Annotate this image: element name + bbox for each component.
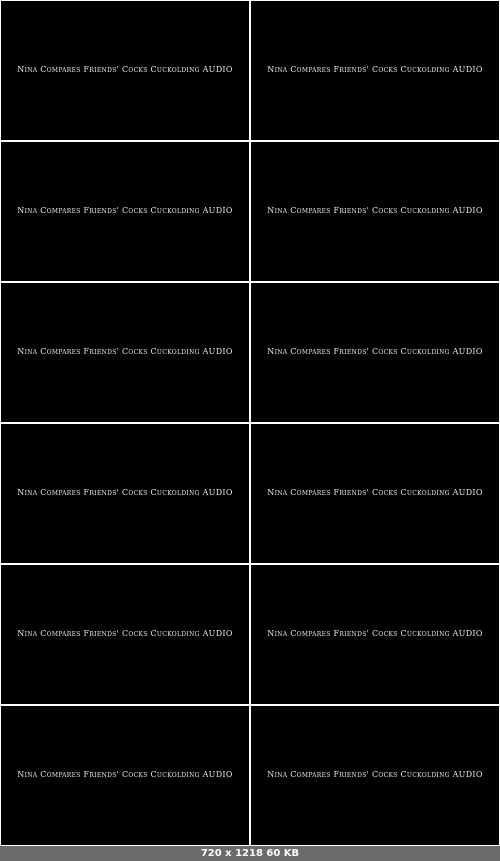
frame-thumbnail[interactable] xyxy=(1,706,249,845)
frame-thumbnail[interactable] xyxy=(251,142,499,281)
frame-caption: Nina Compares Friends' Cocks Cuckolding AUDIO xyxy=(267,65,483,74)
frame-thumbnail[interactable] xyxy=(251,1,499,140)
frame-caption: Nina Compares Friends' Cocks Cuckolding AUDIO xyxy=(17,347,233,356)
frame-caption: Nina Compares Friends' Cocks Cuckolding AUDIO xyxy=(17,488,233,497)
frame-caption: Nina Compares Friends' Cocks Cuckolding AUDIO xyxy=(17,65,233,74)
image-info-bar xyxy=(0,846,500,861)
frame-thumbnail[interactable] xyxy=(251,565,499,704)
frame-thumbnail[interactable] xyxy=(1,142,249,281)
frame-caption: Nina Compares Friends' Cocks Cuckolding AUDIO xyxy=(17,770,233,779)
frame-thumbnail[interactable] xyxy=(1,1,249,140)
frame-thumbnail[interactable] xyxy=(251,424,499,563)
frame-caption: Nina Compares Friends' Cocks Cuckolding AUDIO xyxy=(267,347,483,356)
frame-thumbnail[interactable] xyxy=(1,424,249,563)
frame-thumbnail[interactable] xyxy=(1,283,249,422)
image-info-label: 720 x 1218 60 KB xyxy=(200,848,300,859)
frame-caption: Nina Compares Friends' Cocks Cuckolding AUDIO xyxy=(17,629,233,638)
frame-thumbnail[interactable] xyxy=(1,565,249,704)
frame-caption: Nina Compares Friends' Cocks Cuckolding AUDIO xyxy=(267,206,483,215)
frame-thumbnail[interactable] xyxy=(251,706,499,845)
frame-caption: Nina Compares Friends' Cocks Cuckolding AUDIO xyxy=(267,770,483,779)
frame-caption: Nina Compares Friends' Cocks Cuckolding AUDIO xyxy=(267,488,483,497)
frame-thumbnail[interactable] xyxy=(251,283,499,422)
frame-caption: Nina Compares Friends' Cocks Cuckolding AUDIO xyxy=(17,206,233,215)
frame-caption: Nina Compares Friends' Cocks Cuckolding AUDIO xyxy=(267,629,483,638)
thumbnail-grid xyxy=(1,1,499,845)
